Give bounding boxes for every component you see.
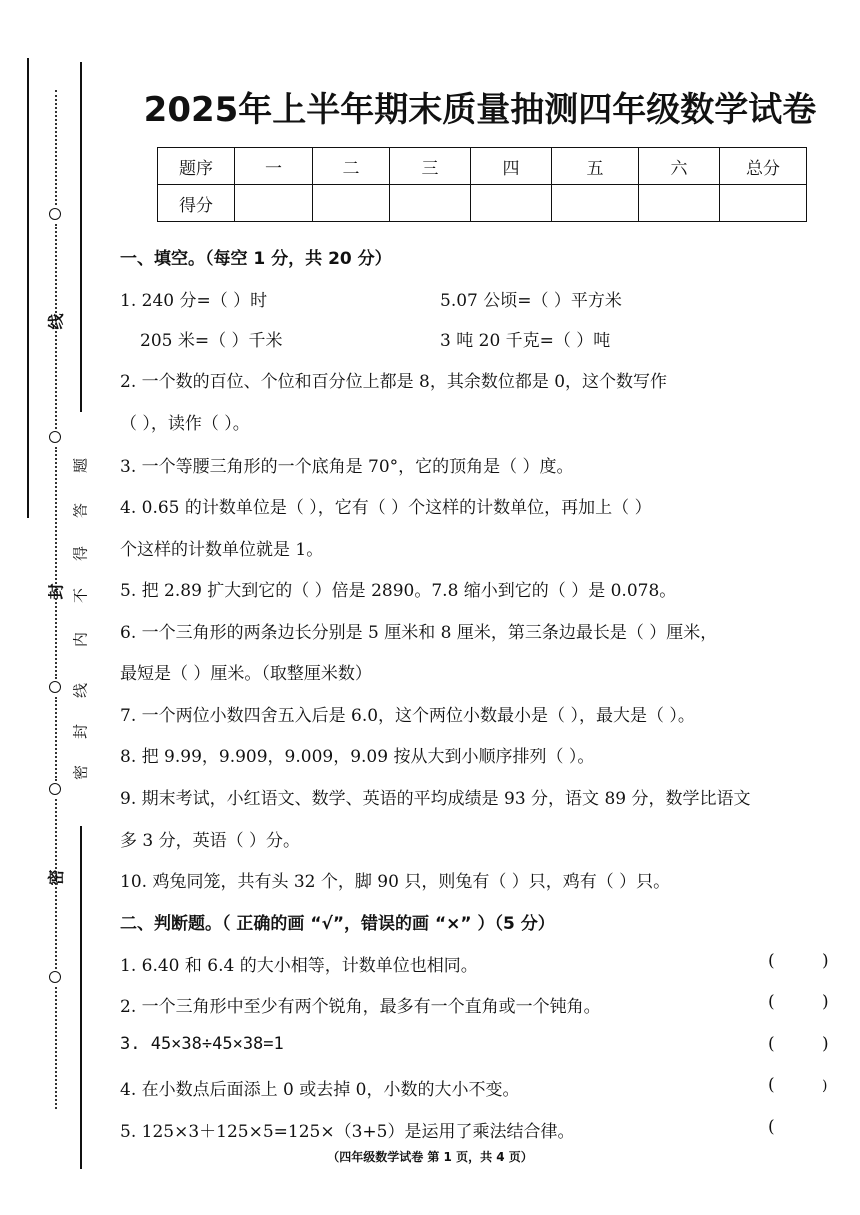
table-header-cell: 三 [390,148,471,185]
question-text: 3. 一个等腰三角形的一个底角是 70°，它的顶角是（ ）度。 [120,457,574,477]
answer-paren-close[interactable]: ) [822,951,829,971]
dotted-cut-line [55,697,57,781]
score-cell[interactable] [639,185,720,222]
margin-char: 封 [71,724,90,740]
judge-item: 1. 6.40 和 6.4 的大小相等，计数单位也相同。 [120,956,478,976]
cut-circle [49,431,61,443]
page-footer: （四年级数学试卷 第 1 页，共 4 页） [327,1150,533,1164]
question-text: 10. 鸡兔同笼，共有头 32 个，脚 90 只，则兔有（ ）只，鸡有（ ）只。 [120,872,671,892]
margin-rule-lower [80,826,82,1169]
section-heading: 二、判断题。（ 正确的画 “√”，错误的画 “×” ）（5 分） [120,914,555,934]
question-text: 2. 一个数的百位、个位和百分位上都是 8，其余数位都是 0，这个数写作 [120,372,668,392]
question-text: 4. 0.65 的计数单位是（ ），它有（ ）个这样的计数单位，再加上（ ） [120,498,652,518]
score-cell[interactable] [471,185,552,222]
margin-rule-top [27,58,29,518]
margin-char: 题 [71,458,90,474]
answer-paren-close[interactable]: ) [822,992,829,1012]
question-text: 8. 把 9.99，9.909，9.009，9.09 按从大到小顺序排列（ ）。 [120,747,595,767]
question-text: 最短是（ ）厘米。（取整厘米数） [120,664,372,684]
question-text: 个这样的计数单位就是 1。 [120,540,324,560]
judge-item: 3. 45×38÷45×38=1 [120,1034,284,1054]
cut-circle [49,681,61,693]
score-cell[interactable] [313,185,390,222]
margin-char: 线 [71,683,90,699]
dotted-cut-line [55,987,57,1109]
judge-item: 4. 在小数点后面添上 0 或去掉 0，小数的大小不变。 [120,1080,520,1100]
binding-margin [0,0,110,1215]
cut-circle [49,971,61,983]
judge-item: 5. 125×3＋125×5=125×（3+5）是运用了乘法结合律。 [120,1122,575,1142]
margin-char: 内 [71,632,90,648]
score-cell[interactable] [720,185,807,222]
cut-circle [49,783,61,795]
question-text: 5. 把 2.89 扩大到它的（ ）倍是 2890。7.8 缩小到它的（ ）是 0.078。 [120,581,677,601]
score-table [157,147,807,222]
question-text: 6. 一个三角形的两条边长分别是 5 厘米和 8 厘米，第三条边最长是（ ）厘米， [120,623,718,643]
margin-char-mi: 密 [46,869,66,886]
table-header-cell: 一 [235,148,313,185]
margin-rule-upper [80,62,82,412]
answer-paren-open[interactable]: ( [768,1075,775,1095]
question-text: 1. 240 分=（ ）时 [120,291,268,311]
table-header-cell: 总分 [720,148,807,185]
table-header-cell: 六 [639,148,720,185]
question-text: 3 吨 20 千克=（ ）吨 [440,331,611,351]
margin-char: 得 [71,546,90,562]
table-header-cell: 五 [552,148,639,185]
question-text: 9. 期末考试，小红语文、数学、英语的平均成绩是 93 分，语文 89 分，数学比语文 [120,789,751,809]
answer-paren-close[interactable]: ) [822,1034,829,1054]
table-header-cell: 题序 [158,148,235,185]
answer-paren-open[interactable]: ( [768,1034,775,1054]
answer-paren-open[interactable]: ( [768,951,775,971]
margin-char: 不 [71,588,90,604]
margin-char: 密 [71,765,90,781]
margin-char-feng: 封 [46,583,66,600]
answer-paren-close[interactable]: ) [822,1078,828,1094]
table-header-cell: 四 [471,148,552,185]
section-heading: 一、填空。（每空 1 分，共 20 分） [120,249,392,269]
margin-char-xian: 线 [46,313,66,330]
judge-item: 2. 一个三角形中至少有两个锐角，最多有一个直角或一个钝角。 [120,997,601,1017]
table-row-label: 得分 [158,185,235,222]
dotted-cut-line [55,90,57,205]
table-header-cell: 二 [313,148,390,185]
question-text: 7. 一个两位小数四舍五入后是 6.0，这个两位小数最小是（ ），最大是（ ）。 [120,706,695,726]
margin-char: 答 [71,503,90,519]
answer-paren-open[interactable]: ( [768,1117,775,1137]
cut-circle [49,208,61,220]
score-cell[interactable] [390,185,471,222]
score-cell[interactable] [235,185,313,222]
score-table-row [158,185,807,222]
question-text: （ ），读作（ ）。 [120,414,250,434]
dotted-cut-line [55,447,57,679]
question-text: 多 3 分，英语（ ）分。 [120,831,301,851]
score-table-header-row [158,148,807,185]
answer-paren-open[interactable]: ( [768,992,775,1012]
question-text: 205 米=（ ）千米 [140,331,283,351]
question-text: 5.07 公顷=（ ）平方米 [440,291,622,311]
page-title: 2025年上半年期末质量抽测四年级数学试卷 [143,90,817,130]
score-cell[interactable] [552,185,639,222]
